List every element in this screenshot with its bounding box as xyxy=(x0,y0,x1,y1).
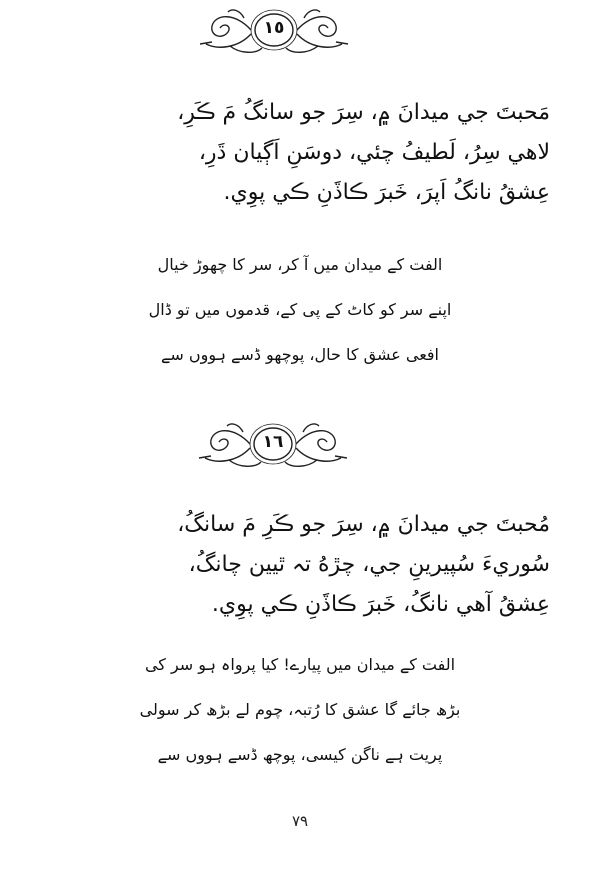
translation-line: الفت کے میدان میں آ کر، سر کا چھوڑ خیال xyxy=(157,255,443,274)
verse-line: مُحبتَ جي ميدانَ ۾، سِرَ جو ڪَرِ مَ سانگُ، xyxy=(177,512,550,537)
verse-line: مَحبتَ جي ميدانَ ۾، سِرَ جو سانگُ مَ ڪَرِ، xyxy=(177,100,550,125)
sindhi-verse xyxy=(40,505,560,625)
section-ornament-16 xyxy=(0,414,600,474)
translation-line: افعی عشق کا حال، پوچھو ڈسے ہووں سے xyxy=(160,345,439,364)
sindhi-verse xyxy=(40,93,560,213)
urdu-translation xyxy=(40,642,560,777)
verse-line: عِشقُ نانگُ اَپرَ، خَبرَ ڪاڏَنِ ڪي پوِي. xyxy=(223,180,550,205)
flourish-ornament-icon xyxy=(0,414,600,474)
section-number: ١٦ xyxy=(262,432,284,452)
verse-line: سُوريءَ سُپيرينِ جي، چڙهُ تہ ٿيين چانگُ، xyxy=(188,552,550,577)
flourish-ornament-icon xyxy=(0,4,600,64)
section-ornament-15 xyxy=(0,4,600,64)
urdu-translation xyxy=(40,242,560,377)
translation-line: بڑھ جائے گا عشق کا رُتبہ، چوم لے بڑھ کر سولی xyxy=(139,700,461,719)
verse-line: لاهي سِرُ، لَطيفُ چئي، دوسَنِ اَڳيان ڌَرِ، xyxy=(198,140,550,165)
translation-line: پریت ہے ناگن کیسی، پوچھ ڈسے ہووں سے xyxy=(157,745,443,764)
verse-line: عِشقُ آهي نانگُ، خَبرَ ڪاڏَنِ ڪي پوِي. xyxy=(211,592,550,617)
translation-line: الفت کے میدان میں پیارے! کیا پرواہ ہو سر کی xyxy=(144,655,456,674)
section-number: ١٥ xyxy=(263,18,285,38)
page-number: ٧٩ xyxy=(291,812,309,830)
translation-line: اپنے سر کو کاٹ کے پی کے، قدموں میں تو ڈال xyxy=(148,300,452,319)
